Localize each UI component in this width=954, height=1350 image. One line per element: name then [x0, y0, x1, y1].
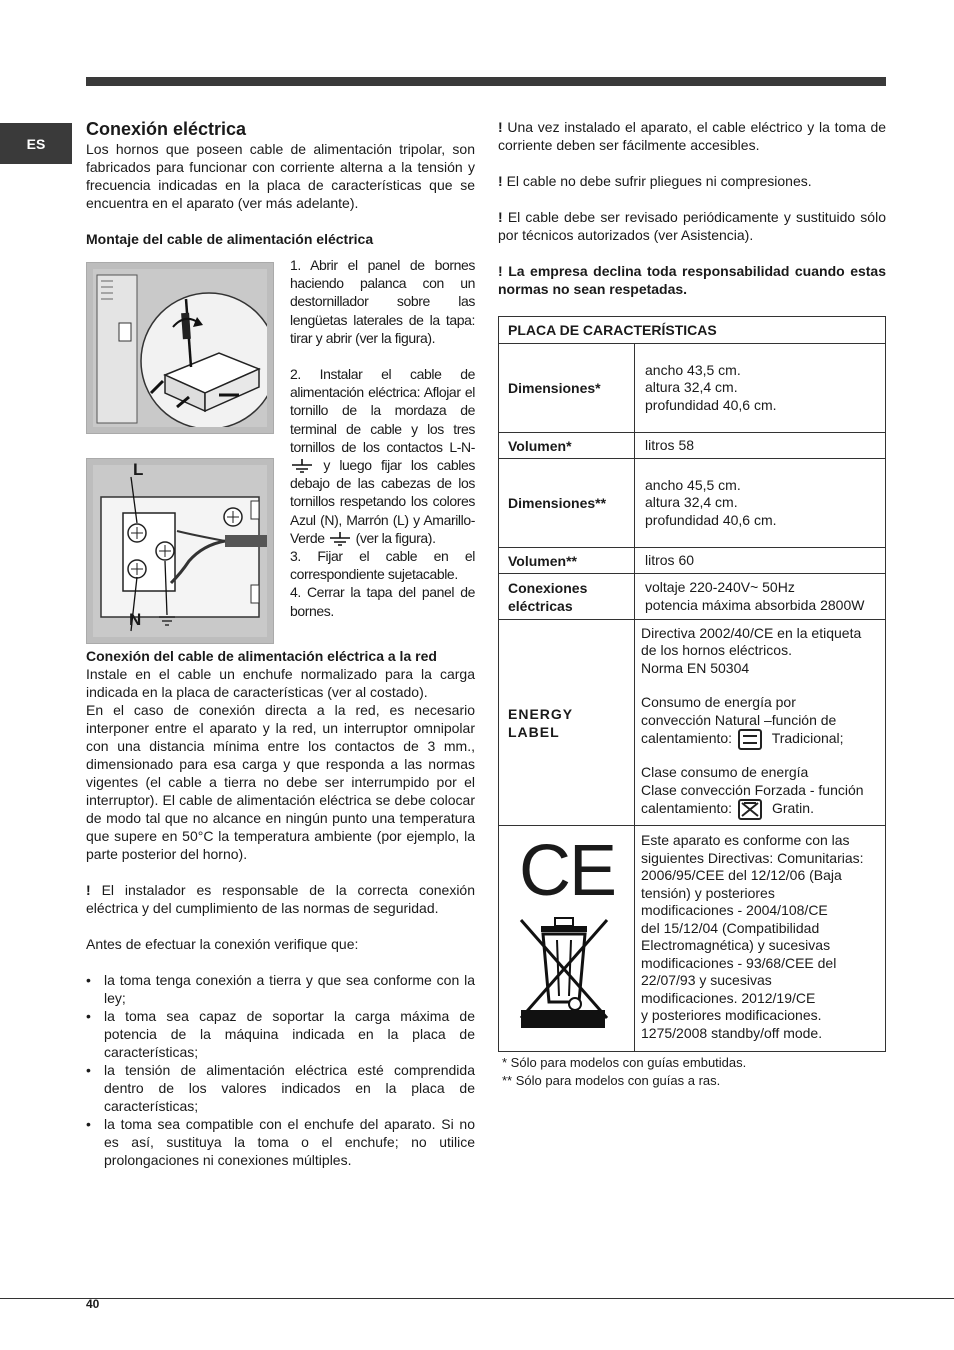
rating-plate-table [498, 316, 886, 1052]
volume-label: Volumen* [499, 433, 635, 459]
list-item: • la toma sea compatible con el enchufe del aparato. Si no es así, sustituya la toma o el enchufe; no utilice prolongaciones ni conexiones múltiples. [86, 1115, 475, 1169]
table-row [499, 459, 886, 548]
note-accessible: ! Una vez instalado el aparato, el cable eléctrico y la toma de corriente deben ser fácilmente accesibles. [498, 119, 887, 153]
installer-warning: ! El instalador es responsable de la correcta conexión eléctrica y del cumplimiento de las normas de seguridad. [86, 882, 476, 916]
verification-list [86, 971, 475, 1169]
footer-rule [0, 1298, 954, 1299]
note-liability: ! La empresa declina toda responsabilidad cuando estas normas no sean respetadas. [498, 263, 886, 297]
energy-value: Directiva 2002/40/CE en la etiqueta de los hornos eléctricos. Norma EN 50304 Consumo de energía por convección Natural –función de calentamiento: Tradicional; Clase consumo de energía Clase convección Forzada - función calentamiento: Gratin. [635, 620, 886, 826]
n-label: N [129, 610, 142, 629]
terminal-cover-figure [86, 262, 274, 434]
footnote: ** Sólo para modelos con guías a ras. [502, 1073, 721, 1088]
table-row [499, 548, 886, 574]
ground-icon [290, 459, 314, 473]
table-row [499, 344, 886, 433]
list-item: • la tensión de alimentación eléctrica esté comprendida dentro de los valores indicados en la placa de características; [86, 1061, 475, 1115]
dimensions-label: Dimensiones* [499, 344, 635, 433]
screwdriver-illustration [93, 269, 267, 427]
red-heading: Conexión del cable de alimentación eléctrica a la red [86, 648, 437, 664]
weee-bar [521, 1010, 605, 1028]
dimensions-value: ancho 43,5 cm. altura 32,4 cm. profundidad 40,6 cm. [635, 344, 886, 433]
compliance-logos [499, 826, 635, 1052]
table-row [499, 574, 886, 620]
traditional-oven-icon [738, 729, 762, 750]
connections-label: Conexiones eléctricas [499, 574, 635, 620]
gratin-oven-icon [738, 799, 762, 820]
left-column [86, 118, 475, 1169]
table-title: PLACA DE CARACTERÍSTICAS [499, 317, 886, 344]
installation-block [86, 257, 475, 647]
footnote: * Sólo para modelos con guías embutidas. [502, 1055, 747, 1070]
list-item: • la toma tenga conexión a tierra y que sea conforme con la ley; [86, 971, 475, 1007]
verify-intro: Antes de efectuar la conexión verifique que: [86, 936, 359, 952]
page-number: 40 [86, 1297, 100, 1311]
dimensions-label: Dimensiones** [499, 459, 635, 548]
note-revision: ! El cable debe ser revisado periódicamente y sustituido sólo por técnicos autorizados (ver Asistencia). [498, 209, 886, 243]
installation-steps [290, 256, 475, 620]
right-column [498, 118, 886, 1090]
ce-text: Este aparato es conforme con las siguientes Directivas: Comunitarias: 2006/95/CEE del 12/12/06 (Baja tensión) y posteriores modificaciones - 2004/108/CE del 15/12/04 (Compatibilidad Electromagnética) y sucesivas modificaciones - 93/68/CEE del 22/07/93 y sucesivas modificaciones. 2012/19/CE y posteriores modificaciones. 1275/2008 standby/off mode. [635, 826, 886, 1052]
red-paragraph-2: En el caso de conexión directa a la red, es necesario interponer entre el aparato y la red, un interruptor omnipolar con una distancia mínima entre los contactos de 3 mm., dimensionado para esa carga y que responda a las normas vigentes (el cable a tierra no debe ser interrumpido por el interruptor). El cable de alimentación eléctrica se debe colocar de modo tal que no alcance en ningún punto una temperatura que supere en 50°C la temperatura ambiente (por ejemplo, la parte posterior del horno). [86, 702, 475, 862]
volume-value: litros 60 [635, 548, 886, 574]
ce-mark-icon: CE [519, 831, 616, 911]
connections-value: voltaje 220-240V~ 50Hz potencia máxima absorbida 2800W [635, 574, 886, 620]
table-row [499, 620, 886, 826]
language-tab: ES [0, 123, 72, 164]
volume-label: Volumen** [499, 548, 635, 574]
ground-icon [328, 532, 352, 546]
step-3: 3. Fijar el cable en el correspondiente sujetacable. [290, 548, 475, 583]
weee-bin-icon [519, 914, 609, 1024]
volume-value: litros 58 [635, 433, 886, 459]
section-title: Conexión eléctrica [86, 119, 247, 139]
step-1: 1. Abrir el panel de bornes haciendo palanca con un destornillador sobre las lengüetas laterales de la tapa: tirar y abrir (ver la figura). [290, 257, 475, 346]
red-paragraph-1: Instale en el cable un enchufe normalizado para la carga indicada en la placa de características (ver al costado). [86, 666, 475, 700]
intro-paragraph: Los hornos que poseen cable de alimentación tripolar, son fabricados para funcionar con corriente alterna a la tensión y frecuencia indicadas en la placa de características que se encuentra en el aparato (ver más adelante). [86, 141, 475, 211]
list-item: • la toma sea capaz de soportar la carga máxima de potencia de la máquina indicada en la placa de características; [86, 1007, 475, 1061]
table-row [499, 826, 886, 1052]
footnotes [498, 1054, 886, 1090]
step-4: 4. Cerrar la tapa del panel de bornes. [290, 584, 475, 619]
note-folds: ! El cable no debe sufrir pliegues ni compresiones. [498, 173, 812, 189]
header-bar [86, 77, 886, 86]
l-label: L [133, 460, 144, 479]
wiring-figure [86, 458, 274, 644]
energy-label: ENERGY LABEL [499, 620, 635, 826]
table-row [499, 433, 886, 459]
terminal-block-illustration [93, 465, 267, 637]
step-2: 2. Instalar el cable de alimentación eléctrica: Aflojar el tornillo de la mordaza de terminal de cable y los tres tornillos de los contactos L-N- y luego fijar los cables debajo de las cabezas de los tornillos respetando los colores Azul (N), Marrón (L) y Amarillo-Verde (ver la figura). [290, 366, 475, 546]
dimensions-value: ancho 45,5 cm. altura 32,4 cm. profundidad 40,6 cm. [635, 459, 886, 548]
montaje-heading: Montaje del cable de alimentación eléctrica [86, 231, 374, 247]
